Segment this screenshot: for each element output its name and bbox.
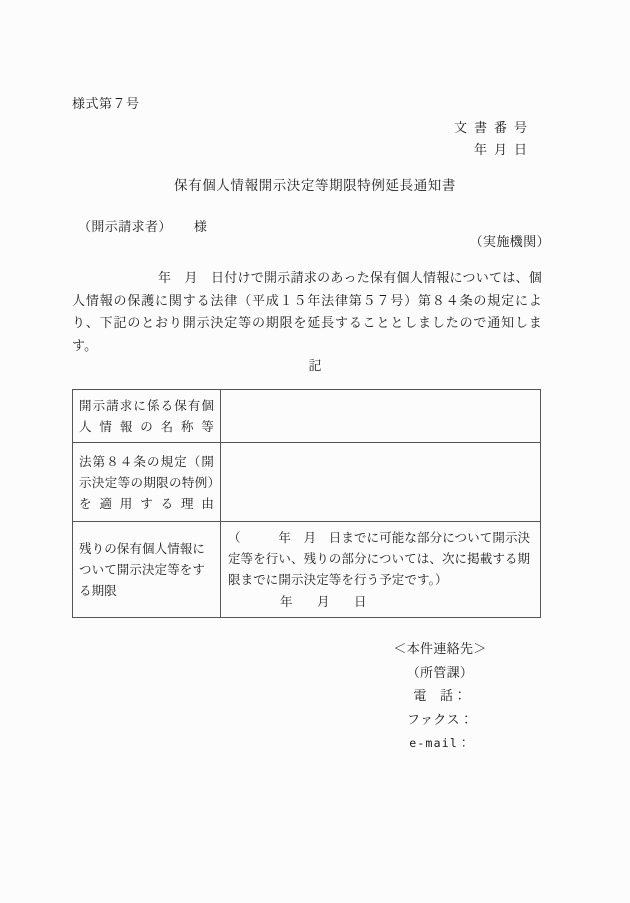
contact-division-label: （所管課）: [406, 665, 474, 681]
body-paragraph: 年 月 日付けで開示請求のあった保有個人情報については、個人情報の保護に関する法律（平成１５年法律第５７号）第８４条の規定により、下記のとおり開示決定等の期限を延長することとしましたので通知します。: [72, 271, 542, 354]
addressee-label: （開示請求者）: [78, 220, 172, 235]
page-title: 保有個人情報開示決定等期限特例延長通知書: [174, 178, 456, 194]
document-number-block: [454, 118, 541, 162]
addressee-honorific: 様: [193, 220, 208, 235]
contact-email-label: e-mail：: [409, 736, 471, 750]
deadline-date-placeholder: 年 月 日: [280, 594, 373, 609]
row-value-reason-for-article-84[interactable]: [221, 443, 541, 522]
row-value-name-of-information[interactable]: [221, 390, 541, 443]
row-label-name-of-information: 開示請求に係る保有個人情報の名称等: [73, 390, 221, 443]
contact-telephone-label: 電 話：: [413, 689, 467, 704]
document-date-label: 年月日: [473, 143, 534, 158]
issuing-agency: （実施機関）: [469, 235, 550, 250]
contact-block: [330, 638, 550, 756]
ki-marker: 記: [308, 359, 322, 374]
row-label-remaining-deadline: 残りの保有個人情報について開示決定等をする期限: [73, 522, 221, 618]
row-label-reason-for-article-84: 法第８４条の規定（開示決定等の期限の特例）を適用する理由: [73, 443, 221, 522]
table-row: [73, 443, 541, 522]
deadline-note-text: （ 年 月 日までに可能な部分について開示決定等を行い、残りの部分については、次に掲載する期限までに開示決定等を行う予定です。）: [228, 530, 531, 587]
form-number: 様式第７号: [72, 97, 140, 112]
form-table: [72, 389, 541, 618]
addressee-line: [78, 216, 207, 235]
table-row: [73, 522, 541, 618]
row-value-remaining-deadline[interactable]: [221, 522, 541, 618]
contact-heading: ＜本件連絡先＞: [393, 642, 487, 657]
contact-fax-label: ファクス：: [406, 712, 474, 728]
table-row: [73, 390, 541, 443]
document-number-label: 文書番号: [453, 121, 534, 136]
